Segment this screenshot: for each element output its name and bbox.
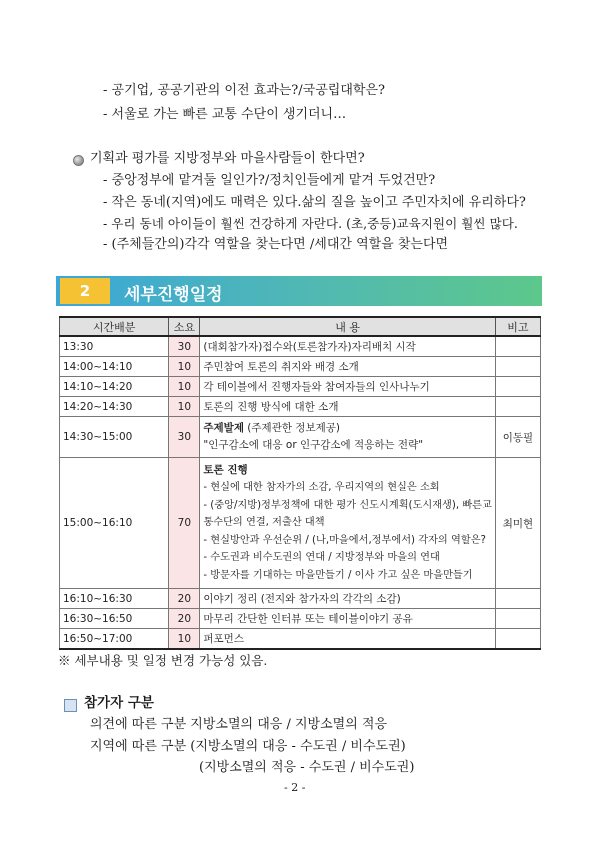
table-row [60,629,541,650]
row-time: 16:10~16:30 [60,589,169,609]
discussion-title: 토론 진행 [203,463,248,476]
participants-heading: 참가자 구분 [84,695,154,711]
table-row [60,377,541,397]
question-item-1: - 중앙정부에 맡겨둘 일인가?/정치인들에게 맡겨 두었건만? [103,173,436,188]
row-minutes: 20 [169,589,200,609]
row-time: 16:50~17:00 [60,629,169,650]
row-note [495,589,540,609]
header-note: 비고 [495,317,540,336]
participants-line-2: 지역에 따른 구분 (지방소멸의 대응 - 수도권 / 비수도권) [90,739,406,754]
table-row [60,609,541,629]
row-content [200,458,495,589]
table-row [60,458,541,589]
section-title: 세부진행일정 [124,285,223,305]
question-item-3: - 우리 동네 아이들이 훨씬 건강하게 자란다. (초,중등)교육지원이 훨씬 많다. [103,216,518,231]
footnote: ※ 세부내용 및 일정 변경 가능성 있음. [58,653,268,668]
table-row [60,397,541,417]
question-item-4: - (주체들간의)각각 역할을 찾는다면 /세대간 역할을 찾는다면 [103,237,449,252]
table-row [60,357,541,377]
top-list-item-2: - 서울로 가는 빠른 교통 수단이 생기더니… [103,107,347,122]
square-bullet-icon [64,699,77,712]
discussion-item: - 수도권과 비수도권의 연대 / 지방정부와 마을의 연대 [203,552,440,564]
table-header-row [60,317,541,336]
table-row [60,417,541,458]
row-note [495,377,540,397]
table-row [60,336,541,357]
row-time: 14:00~14:10 [60,357,169,377]
discussion-item: 통수단의 연결, 저출산 대책 [203,517,325,529]
question-heading: 기획과 평가를 지방정부와 마을사람들이 한다면? [90,151,365,166]
participants-line-1: 의견에 따른 구분 지방소멸의 대응 / 지방소멸의 적응 [90,717,388,732]
schedule-table [59,316,541,650]
row-note [495,397,540,417]
header-minutes: 소요 [169,317,200,336]
header-time: 시간배분 [60,317,169,336]
row-time: 14:30~15:00 [60,417,169,458]
question-item-2: - 작은 동네(지역)에도 매력은 있다.삶의 질을 높이고 주민자치에 유리하다? [103,195,526,210]
row-note: 이동필 [495,417,540,458]
row-content: 마무리 간단한 인터뷰 또는 테이블이야기 공유 [200,609,495,629]
row-content [200,417,495,458]
row-minutes: 20 [169,609,200,629]
row-note [495,629,540,650]
row-content: 주민참여 토론의 취지와 배경 소개 [200,357,495,377]
row-content: 토론의 진행 방식에 대한 소개 [200,397,495,417]
discussion-item: - (중앙/지방)정부정책에 대한 평가 신도시계획(도시재생), 빠른교 [203,499,492,511]
row-time: 14:10~14:20 [60,377,169,397]
row-content: 퍼포먼스 [200,629,495,650]
row-minutes: 10 [169,629,200,650]
top-list-item-1: - 공기업, 공공기관의 이전 효과는?/국공립대학은? [103,83,385,98]
row-time: 15:00~16:10 [60,458,169,589]
row-minutes: 30 [169,417,200,458]
row-time: 14:20~14:30 [60,397,169,417]
header-content: 내 용 [200,317,495,336]
keynote-topic: "인구감소에 대응 or 인구감소에 적응하는 전략" [203,439,424,451]
row-minutes: 70 [169,458,200,589]
keynote-title-rest: (주제관한 정보제공) [243,421,340,434]
discussion-item: - 현실에 대한 참자가의 소감, 우리지역의 현실은 소회 [203,482,440,494]
row-time: 13:30 [60,336,169,357]
row-note [495,336,540,357]
row-note: 최미현 [495,458,540,589]
row-note [495,609,540,629]
row-content: 각 테이블에서 진행자들와 참여자들의 인사나누기 [200,377,495,397]
row-time: 16:30~16:50 [60,609,169,629]
discussion-item: - 방문자를 기대하는 마을만들기 / 이사 가고 싶은 마을만들기 [203,569,473,581]
row-content: (대회참가자)접수와(토론참가자)자리배치 시작 [200,336,495,357]
discussion-item: - 현실방안과 우선순위 / (나,마을에서,정부에서) 각자의 역할은? [203,534,486,546]
row-content: 이야기 정리 (전지와 참가자의 각각의 소감) [200,589,495,609]
round-bullet-icon [73,155,84,166]
participants-line-3: (지방소멸의 적응 - 수도권 / 비수도권) [199,760,415,775]
keynote-title: 주제발제 [203,421,244,434]
row-minutes: 10 [169,377,200,397]
row-minutes: 30 [169,336,200,357]
row-note [495,357,540,377]
row-minutes: 10 [169,357,200,377]
section-number: 2 [60,278,110,304]
row-minutes: 10 [169,397,200,417]
table-row [60,589,541,609]
page-number: - 2 - [284,781,306,794]
